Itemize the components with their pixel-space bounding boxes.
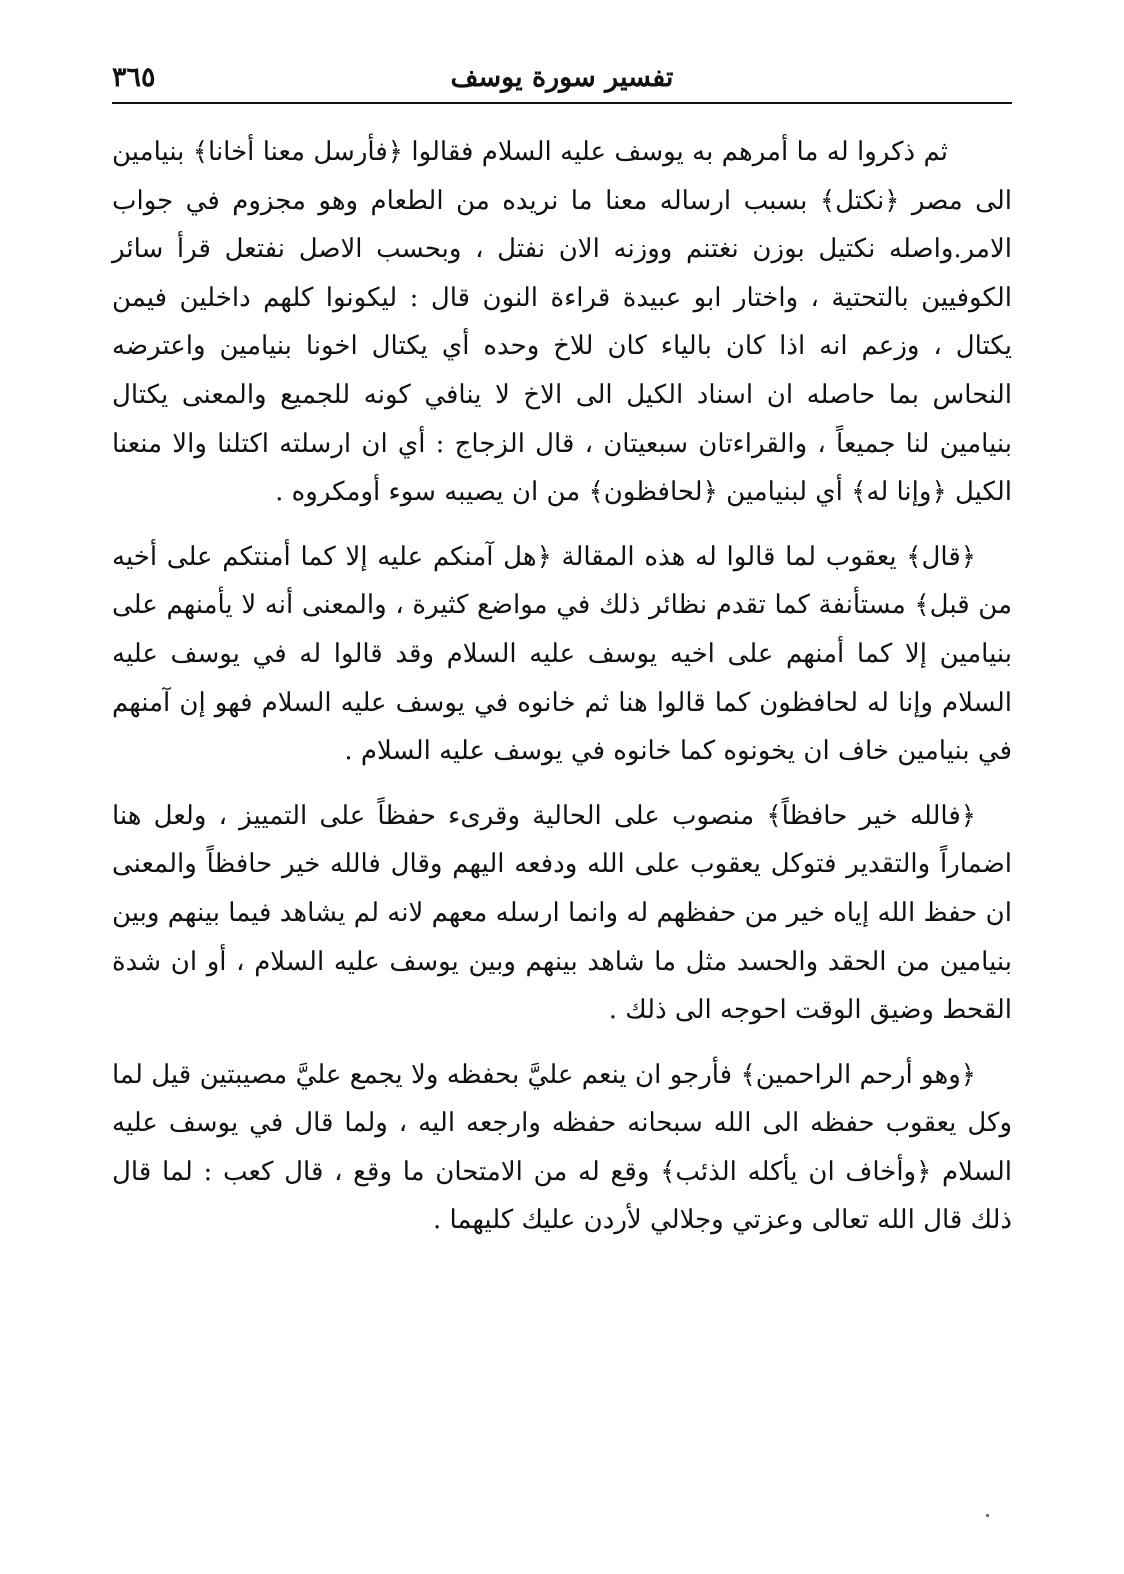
running-title: تفسير سورة يوسف xyxy=(450,62,674,93)
paragraph-2: ﴿قال﴾ يعقوب لما قالوا له هذه المقالة ﴿هل آمنكم عليه إلا كما أمنتكم على أخيه من قبل﴾ مستأنفة كما تقدم نظائر ذلك في مواضع كثيرة ، والمعنى أنه لا يأمنهم على بنيامين إلا كما أمنهم على اخيه يوسف عليه السلام وقد قالوا له في يوسف عليه السلام وإنا له لحافظون كما قالوا هنا ثم خانوه في يوسف عليه السلام فهو إن آمنهم في بنيامين خاف ان يخونوه كما خانوه في يوسف عليه السلام . xyxy=(112,541,1012,767)
body-text xyxy=(112,128,1012,1261)
page-number: ٣٦٥ xyxy=(112,62,156,93)
paragraph-3: ﴿فالله خير حافظاً﴾ منصوب على الحالية وقرىء حفظاً على التمييز ، ولعل هنا اضماراً والتقدير فتوكل يعقوب على الله ودفعه اليهم وقال فالله خير حافظاً والمعنى ان حفظ الله إياه خير من حفظهم له وانما ارسله معهم لانه لم يشاهد فيما بينهم وبين بنيامين من الحقد والحسد مثل ما شاهد بينهم وبين يوسف عليه السلام ، أو ان شدة القحط وضيق الوقت احوجه الى ذلك . xyxy=(112,800,1012,1026)
paragraph-1: ثم ذكروا له ما أمرهم به يوسف عليه السلام فقالوا ﴿فأرسل معنا أخانا﴾ بنيامين الى مصر ﴿نكتل﴾ بسبب ارساله معنا ما نريده من الطعام وهو مجزوم في جواب الامر.واصله نكتيل بوزن نغتنم ووزنه الان نفتل ، وبحسب الاصل نفتعل قرأ سائر الكوفيين بالتحتية ، واختار ابو عبيدة قراءة النون قال : ليكونوا كلهم داخلين فيمن يكتال ، وزعم انه اذا كان بالياء كان للاخ وحده أي يكتال اخونا بنيامين واعترضه النحاس بما حاصله ان اسناد الكيل الى الاخ لا ينافي كونه للجميع والمعنى يكتال بنيامين لنا جميعاً ، والقراءتان سبعيتان ، قال الزجاج : أي ان ارسلته اكتلنا والا منعنا الكيل ﴿وإنا له﴾ أي لبنيامين ﴿لحافظون﴾ من ان يصيبه سوء أومكروه . xyxy=(112,137,1012,508)
paragraph-4: ﴿وهو أرحم الراحمين﴾ فأرجو ان ينعم عليَّ بحفظه ولا يجمع عليَّ مصيبتين قيل لما وكل يعقوب حفظه الى الله سبحانه حفظه وارجعه اليه ، ولما قال في يوسف عليه السلام ﴿وأخاف ان يأكله الذئب﴾ وقع له من الامتحان ما وقع ، قال كعب : لما قال ذلك قال الله تعالى وعزتي وجلالي لأردن عليك كليهما . xyxy=(112,1059,1012,1236)
page-header xyxy=(112,58,1012,104)
scan-speck xyxy=(986,1514,989,1517)
